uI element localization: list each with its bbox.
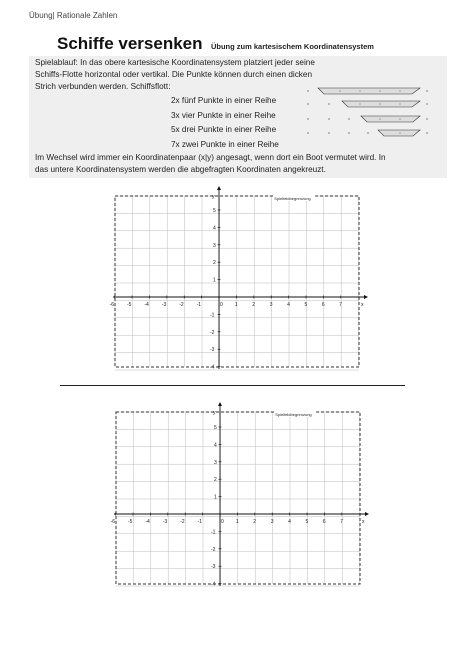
y-tick-label: 1 <box>213 277 216 284</box>
y-tick-label: -3 <box>210 347 215 354</box>
y-tick-label: 4 <box>213 225 216 232</box>
play-field-border-label: Spielfeldbegrenzung <box>274 196 311 201</box>
section-divider <box>60 385 405 386</box>
y-tick-label: -4 <box>210 364 215 371</box>
y-tick-label: 1 <box>214 494 217 501</box>
upper-coordinate-grid[interactable] <box>110 186 368 371</box>
instruction-para2-line-1: Im Wechsel wird immer ein Koordinatenpaar (x|y) angesagt, wenn dort ein Boot vermutet wird. In <box>35 153 386 162</box>
x-tick-label: -4 <box>145 519 150 525</box>
instruction-line-1: Spielablauf: In das obere kartesische Koordinatensystem platziert jeder seine <box>35 58 315 67</box>
x-tick-label: -6 <box>110 519 116 525</box>
x-tick-label: 3 <box>270 519 274 525</box>
y-tick-label: 2 <box>213 260 216 267</box>
x-axis-label: x <box>362 519 365 525</box>
play-field-border-label: Spielfeldbegrenzung <box>275 412 312 417</box>
x-tick-label: -5 <box>127 302 132 308</box>
x-tick-label: -1 <box>197 519 203 525</box>
x-tick-label: -2 <box>179 302 184 308</box>
y-tick-label: 3 <box>214 459 217 466</box>
instruction-line-3: Strich verbunden werden. Schiffsflott: <box>35 82 171 91</box>
x-tick-label: -3 <box>162 519 168 525</box>
page-title: Schiffe versenken <box>57 34 203 53</box>
x-tick-label: 7 <box>340 519 344 525</box>
ship-two-icon <box>378 130 420 136</box>
x-tick-label: 4 <box>288 519 291 525</box>
y-tick-label: 5 <box>213 208 216 214</box>
ship-four-icon <box>342 101 420 107</box>
y-axis-label: y <box>212 194 215 200</box>
ship-five-icon <box>318 88 420 94</box>
y-tick-label: 3 <box>213 242 216 249</box>
x-tick-label: 2 <box>252 302 256 308</box>
fleet-dots <box>307 90 427 133</box>
y-tick-label: 2 <box>214 477 217 484</box>
x-tick-label: -5 <box>128 519 133 525</box>
y-tick-label: -3 <box>211 564 216 571</box>
x-tick-label: 1 <box>235 519 239 525</box>
x-tick-label: 0 <box>221 519 224 525</box>
y-tick-label: -1 <box>210 312 215 319</box>
x-tick-label: 4 <box>287 302 290 308</box>
y-axis-label: y <box>213 410 216 416</box>
x-axis-arrow <box>364 295 368 299</box>
fleet-item-3: 5x drei Punkte in einer Reihe <box>171 125 277 134</box>
lower-coordinate-grid[interactable] <box>111 402 369 588</box>
fleet-item-1: 2x fünf Punkte in einer Reihe <box>171 96 277 105</box>
x-tick-label: 6 <box>321 302 325 308</box>
y-tick-label: -1 <box>211 529 216 536</box>
instruction-line-2: Schiffs-Flotte horizontal oder vertikal. Die Punkte können durch einen dicken <box>35 70 313 79</box>
x-axis-arrow <box>365 512 369 516</box>
x-tick-label: -1 <box>196 302 202 308</box>
page-header: Übung| Rationale Zahlen <box>29 11 118 20</box>
ship-three-icon <box>361 116 420 122</box>
y-axis-arrow <box>218 402 222 406</box>
y-axis-arrow <box>217 186 221 190</box>
x-tick-label: 5 <box>305 519 309 525</box>
x-tick-label: 5 <box>304 302 308 308</box>
y-tick-label: 4 <box>214 442 217 449</box>
ship-icons <box>307 88 427 136</box>
x-tick-label: 1 <box>234 302 238 308</box>
y-tick-label: -4 <box>211 581 216 588</box>
x-tick-label: -3 <box>161 302 167 308</box>
instruction-para2-line-2: das untere Koordinatensystem werden die abgefragten Koordinaten angekreuzt. <box>35 165 326 174</box>
fleet-item-4: 7x zwei Punkte in einer Reihe <box>171 140 279 149</box>
x-tick-label: -6 <box>109 302 115 308</box>
x-tick-label: -4 <box>144 302 149 308</box>
y-tick-label: 5 <box>214 425 217 431</box>
x-tick-label: 2 <box>253 519 257 525</box>
x-tick-label: -2 <box>180 519 185 525</box>
x-tick-label: 7 <box>339 302 343 308</box>
x-axis-label: x <box>361 302 364 308</box>
fleet-item-2: 3x vier Punkte in einer Reihe <box>171 111 276 120</box>
x-tick-label: 3 <box>269 302 273 308</box>
x-tick-label: 6 <box>322 519 326 525</box>
y-tick-label: -2 <box>211 546 216 553</box>
y-tick-label: -2 <box>210 329 215 336</box>
x-tick-label: 0 <box>220 302 223 308</box>
page-subtitle: Übung zum kartesischem Koordinatensystem <box>210 42 374 51</box>
